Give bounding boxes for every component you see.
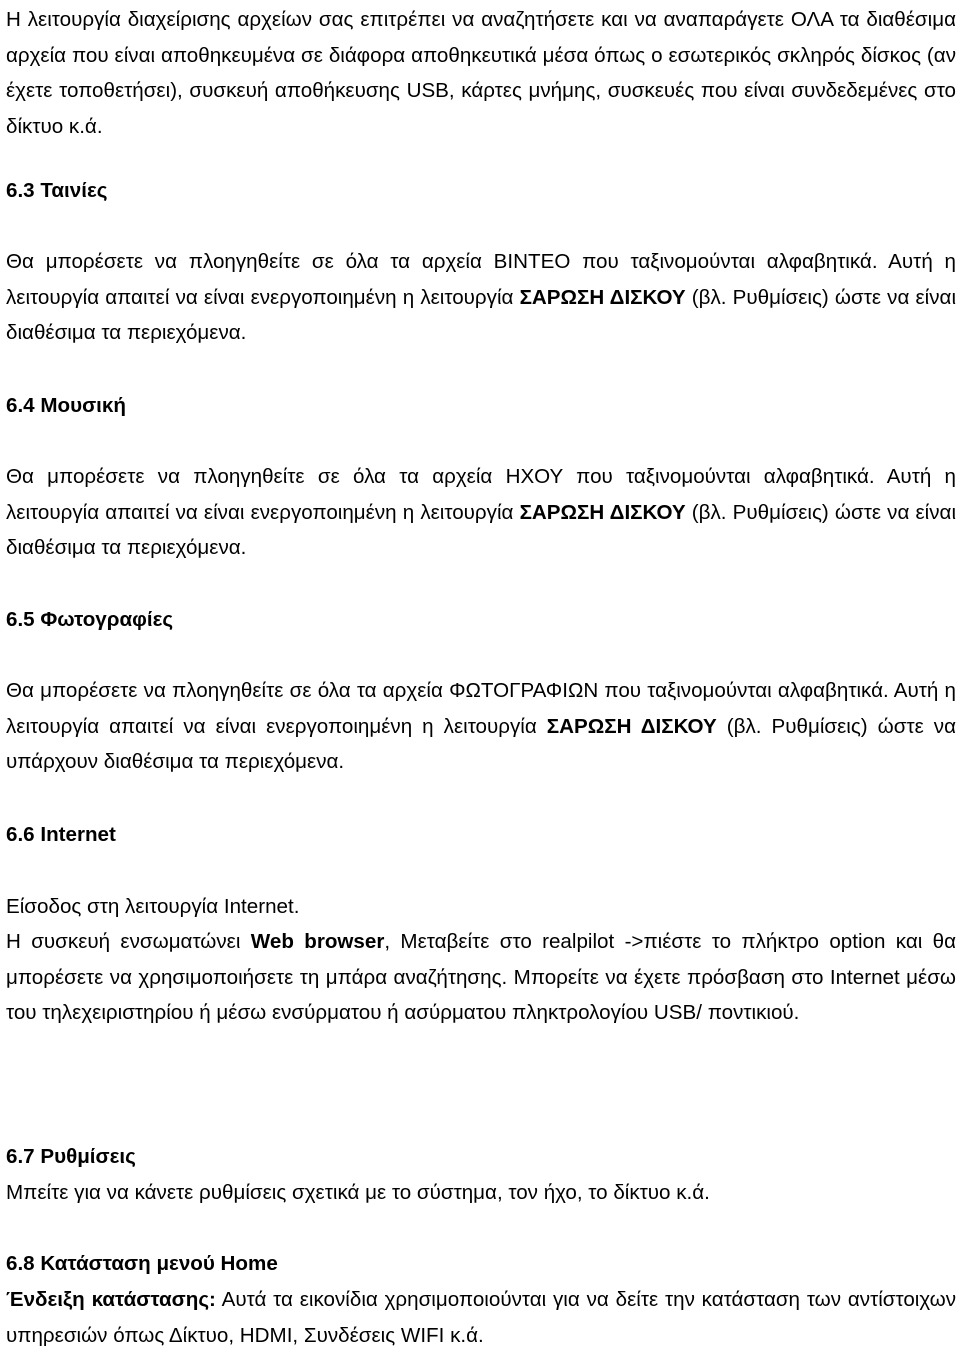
intro-paragraph: Η λειτουργία διαχείρισης αρχείων σας επιτρέπει να αναζητήσετε και να αναπαράγετε ΟΛΑ τα διαθέσιμα αρχεία που είναι αποθηκευμένα σε διάφορα αποθηκευτικά μέσα όπως ο εσωτερικός σκληρός δίσκος (αν έχετε τοποθετήσει), συσκευή αποθήκευσης USB, κάρτες μνήμης, συσκευές που είναι συνδεδεμένες στο δίκτυο κ.ά. — [6, 8, 956, 138]
heading-movies: 6.3 Ταινίες — [6, 179, 108, 202]
internet-bold-term: Web browser — [250, 930, 385, 953]
music-text-after: (βλ. Ρυθμίσεις) ώστε να είναι διαθέσιμα τα περιεχόμενα. — [6, 500, 957, 559]
photos-bold-term: ΣΑΡΩΣΗ ΔΙΣΚΟΥ — [546, 714, 717, 738]
settings-paragraph: Μπείτε για να κάνετε ρυθμίσεις σχετικά με το σύστημα, τον ήχο, το δίκτυο κ.ά. — [6, 1181, 710, 1204]
movies-paragraph — [6, 244, 956, 351]
photos-text-after: (βλ. Ρυθμίσεις) ώστε να υπάρχουν διαθέσιμα τα περιεχόμενα. — [6, 714, 957, 773]
home-status-bold-term: Ένδειξη κατάστασης: — [6, 1288, 216, 1311]
music-paragraph — [6, 459, 956, 566]
internet-text-before: Η συσκευή ενσωματώνει — [6, 930, 251, 953]
heading-settings: 6.7 Ρυθμίσεις — [6, 1145, 136, 1168]
heading-internet: 6.6 Internet — [6, 823, 116, 846]
home-status-text-after: Αυτά τα εικονίδια χρησιμοποιούνται για να δείτε την κατάσταση των αντίστοιχων υπηρεσιών όπως Δίκτυο, HDMI, Συνδέσεις WIFI κ.ά. — [6, 1288, 956, 1347]
heading-music: 6.4 Μουσική — [6, 394, 126, 417]
music-text-before: Θα μπορέσετε να πλοηγηθείτε σε όλα τα αρχεία ΗΧΟΥ που ταξινομούνται αλφαβητικά. Αυτή η λειτουργία απαιτεί να είναι ενεργοποιημένη η λειτουργία — [6, 465, 956, 524]
internet-line1: Είσοδος στη λειτουργία Internet. — [6, 895, 300, 918]
heading-photos: 6.5 Φωτογραφίες — [6, 608, 174, 631]
photos-text-before: Θα μπορέσετε να πλοηγηθείτε σε όλα τα αρχεία ΦΩΤΟΓΡΑΦΙΩΝ που ταξινομούνται αλφαβητικά. Αυτή η λειτουργία απαιτεί να είναι ενεργοποιημένη η λειτουργία — [6, 679, 956, 738]
movies-text-before: Θα μπορέσετε να πλοηγηθείτε σε όλα τα αρχεία ΒΙΝΤΕΟ που ταξινομούνται αλφαβητικά. Αυτή η λειτουργία απαιτεί να είναι ενεργοποιημένη η λειτουργία — [6, 250, 956, 309]
music-bold-term: ΣΑΡΩΣΗ ΔΙΣΚΟΥ — [519, 500, 686, 524]
photos-paragraph — [6, 673, 956, 780]
movies-bold-term: ΣΑΡΩΣΗ ΔΙΣΚΟΥ — [519, 285, 686, 309]
internet-text-after: , Μεταβείτε στο realpilot ->πιέστε το πλήκτρο option και θα μπορέσετε να χρησιμοποιήσετε τη μπάρα αναζήτησης. Μπορείτε να έχετε πρόσβαση στο Internet μέσω του τηλεχειριστηρίου ή μέσω ενσύρματου ή ασύρματου πληκτρολογίου USB/ ποντικιού. — [6, 930, 956, 1024]
heading-home-status: 6.8 Κατάσταση μενού Home — [6, 1252, 278, 1275]
home-status-paragraph — [6, 1282, 956, 1353]
movies-text-after: (βλ. Ρυθμίσεις) ώστε να είναι διαθέσιμα τα περιεχόμενα. — [6, 285, 957, 344]
internet-paragraph — [6, 924, 956, 1031]
